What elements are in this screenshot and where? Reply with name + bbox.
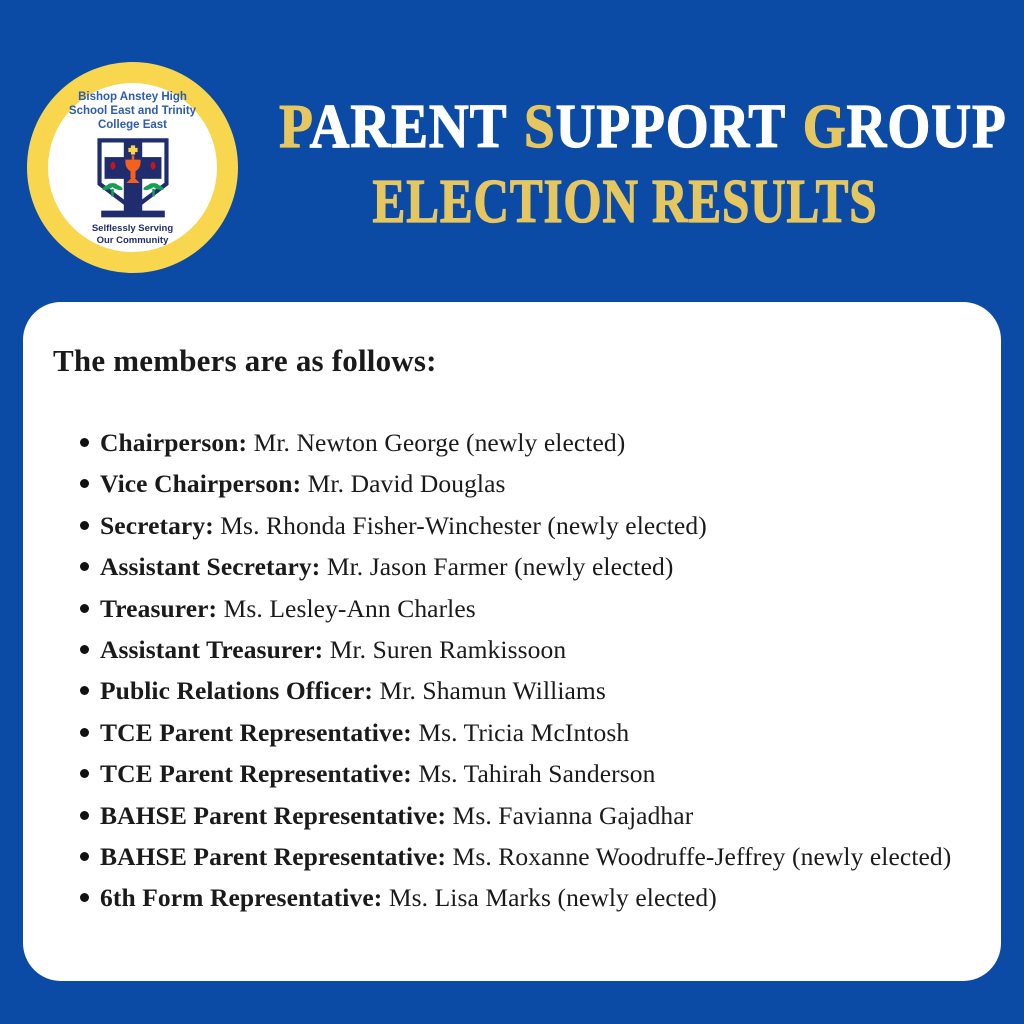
member-role: Treasurer: bbox=[100, 593, 218, 623]
member-name: Mr. Shamun Williams bbox=[373, 676, 606, 706]
headline-line-2: ELECTION RESULTS bbox=[372, 166, 878, 236]
member-name: Ms. Lisa Marks (newly elected) bbox=[382, 883, 717, 913]
member-name: Ms. Tahirah Sanderson bbox=[411, 759, 656, 789]
member-role: BAHSE Parent Representative: bbox=[100, 800, 447, 830]
school-name-line: College East bbox=[97, 119, 167, 132]
members-heading: The members are as follows: bbox=[53, 343, 437, 378]
member-name: Ms. Roxanne Woodruffe-Jeffrey (newly elected) bbox=[446, 842, 952, 872]
member-name: Mr. Jason Farmer (newly elected) bbox=[320, 552, 674, 582]
member-list-item bbox=[53, 795, 967, 836]
member-role: TCE Parent Representative: bbox=[100, 717, 412, 747]
member-list-item bbox=[53, 670, 967, 711]
member-list-item bbox=[53, 505, 967, 546]
member-role: Chairperson: bbox=[100, 428, 248, 457]
headline-word bbox=[524, 92, 786, 161]
school-motto-line: Our Community bbox=[96, 235, 169, 247]
member-name: Ms. Favianna Gajadhar bbox=[446, 800, 694, 830]
crest-base-bar bbox=[101, 211, 165, 218]
crest-drop-right bbox=[151, 162, 154, 169]
member-name: Ms. Tricia McIntosh bbox=[411, 717, 630, 747]
member-list-item bbox=[53, 712, 967, 753]
member-role: Assistant Secretary: bbox=[100, 552, 321, 582]
member-list-item bbox=[53, 546, 967, 587]
headline bbox=[240, 91, 1010, 236]
member-role: Assistant Treasurer: bbox=[100, 635, 324, 665]
member-role: Secretary: bbox=[100, 510, 214, 540]
headline-word-rest: ARENT bbox=[309, 91, 508, 161]
headline-word-rest: ROUP bbox=[846, 91, 1007, 161]
member-name: Ms. Rhonda Fisher-Winchester (newly elected) bbox=[213, 510, 707, 540]
member-list-item bbox=[53, 877, 967, 918]
member-role: TCE Parent Representative: bbox=[100, 759, 412, 789]
school-name bbox=[69, 90, 196, 132]
school-logo bbox=[27, 62, 238, 273]
member-role: 6th Form Representative: bbox=[100, 883, 383, 913]
member-role: BAHSE Parent Representative: bbox=[100, 842, 447, 872]
member-list-item bbox=[53, 422, 967, 463]
member-list-item bbox=[53, 588, 967, 629]
member-role: Public Relations Officer: bbox=[100, 676, 374, 706]
member-name: Mr. Suren Ramkissoon bbox=[323, 635, 567, 665]
member-name: Ms. Lesley-Ann Charles bbox=[217, 593, 476, 623]
headline-word-rest: UPPORT bbox=[555, 91, 787, 161]
member-name: Mr. David Douglas bbox=[301, 469, 506, 499]
headline-word bbox=[803, 92, 1007, 161]
headline-lead-letter: P bbox=[279, 91, 310, 161]
members-list bbox=[53, 422, 967, 919]
headline-word bbox=[279, 92, 507, 161]
school-name-line: Bishop Anstey High bbox=[78, 91, 187, 104]
member-role: Vice Chairperson: bbox=[100, 469, 302, 499]
headline-lead-letter: G bbox=[802, 91, 847, 161]
member-name: Mr. Newton George (newly elected) bbox=[247, 428, 626, 457]
member-list-item bbox=[53, 463, 967, 504]
crest-drop-left bbox=[111, 162, 114, 169]
crest-gold-cross bbox=[128, 148, 137, 152]
headline-lead-letter: S bbox=[524, 91, 556, 161]
school-motto-line: Selflessly Serving bbox=[91, 223, 174, 235]
school-crest-icon bbox=[91, 137, 175, 219]
school-motto bbox=[92, 223, 173, 247]
school-name-line: School East and Trinity bbox=[68, 105, 197, 118]
member-list-item bbox=[53, 836, 967, 877]
headline-line-1 bbox=[271, 91, 1007, 161]
members-card bbox=[23, 302, 1001, 981]
member-list-item bbox=[53, 629, 967, 670]
member-list-item bbox=[53, 753, 967, 794]
